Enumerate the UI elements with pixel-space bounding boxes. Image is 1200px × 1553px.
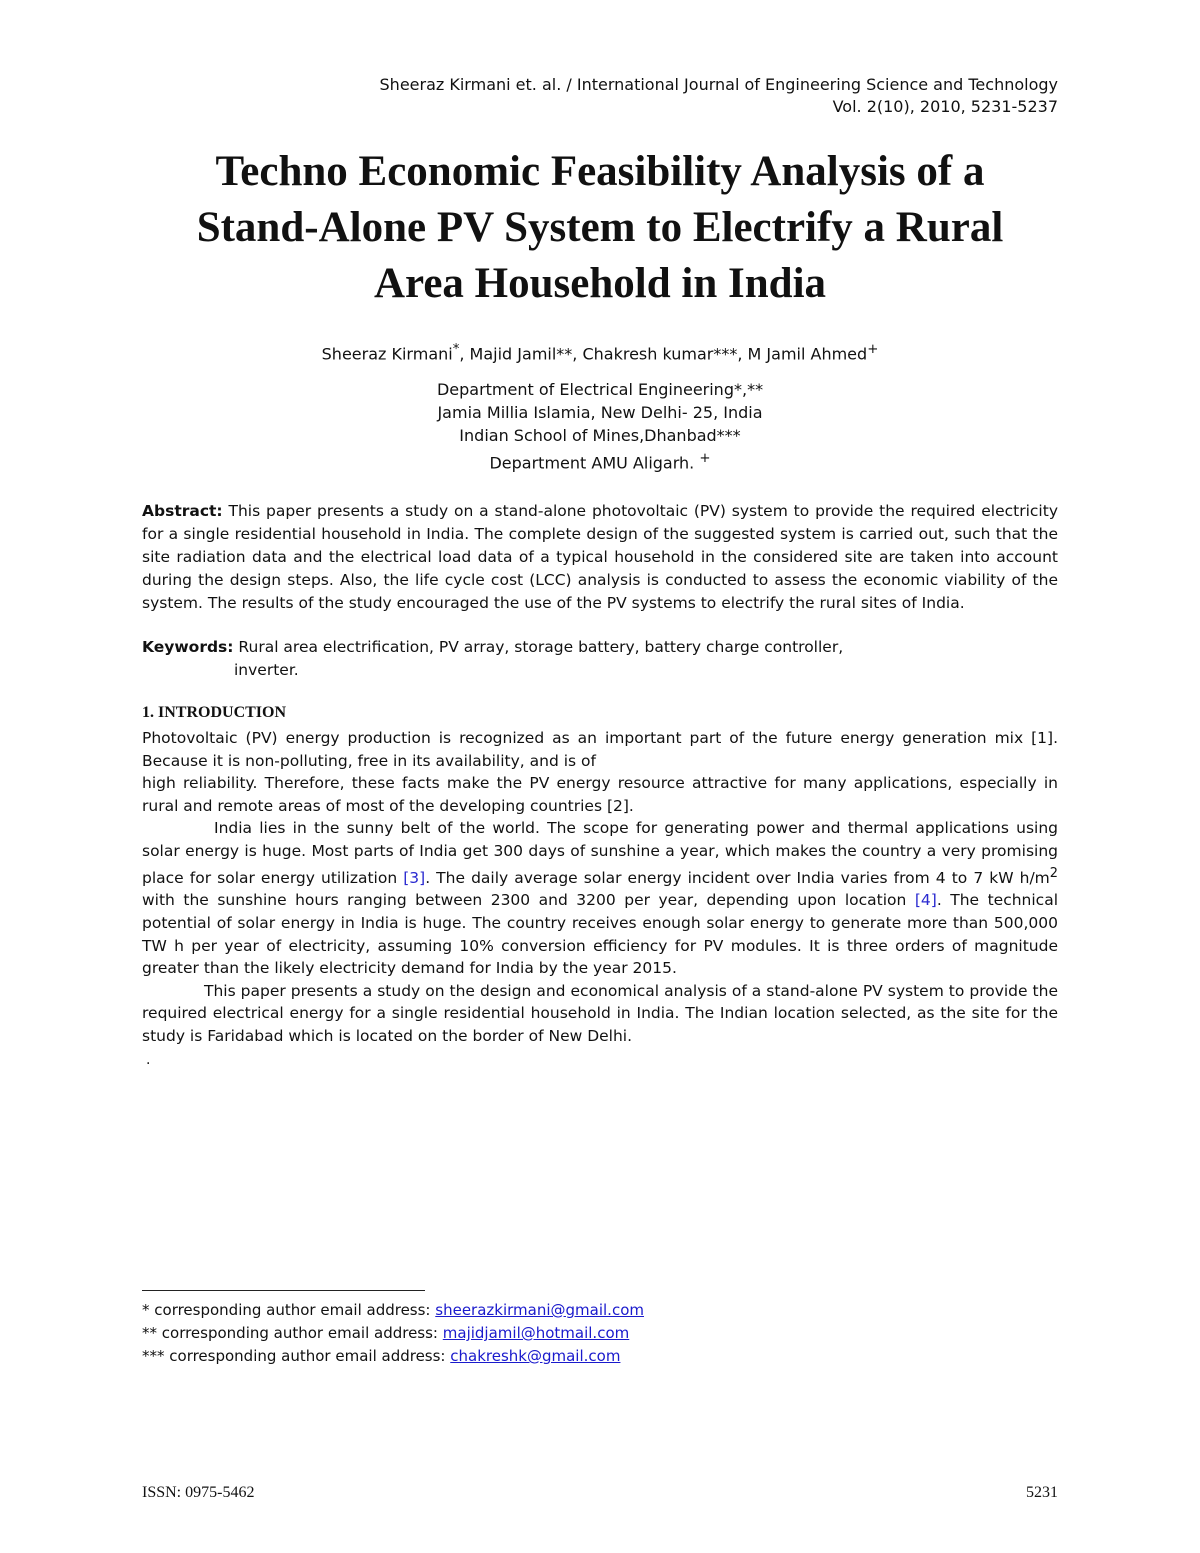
footnote-divider <box>142 1290 425 1291</box>
footnote-2: ** corresponding author email address: majidjamil@hotmail.com <box>142 1324 630 1342</box>
running-header <box>380 74 1058 118</box>
page-number: 5231 <box>1026 1484 1058 1501</box>
other-authors: , Majid Jamil**, Chakresh kumar***, M Jamil Ahmed <box>459 344 868 364</box>
volume-pages: Vol. 2(10), 2010, 5231-5237 <box>832 97 1058 116</box>
intro-paragraph-1b: high reliability. Therefore, these facts make the PV energy resource attractive for many applications, especially in rural and remote areas of most of the developing countries [2]. <box>142 774 1058 815</box>
keywords-label: Keywords: <box>142 638 234 656</box>
footnotes <box>142 1299 644 1368</box>
title-line-1: Techno Economic Feasibility Analysis of a <box>215 148 985 195</box>
paper-title <box>110 144 1090 312</box>
keywords <box>142 636 1058 682</box>
affiliations <box>0 378 1200 473</box>
section-heading: 1. INTRODUCTION <box>142 704 287 721</box>
abstract <box>142 500 1058 615</box>
author-1-mark: * <box>452 342 460 357</box>
intro-paragraph-3: This paper presents a study on the design and economical analysis of a stand-alone PV system to provide the required electrical energy for a single residential household in India. The Indian location selected, as the site for the study is Faridabad which is located on the border of New Delhi. <box>142 981 1058 1045</box>
email-link-2[interactable]: majidjamil@hotmail.com <box>442 1324 630 1342</box>
journal-citation: Sheeraz Kirmani et. al. / International Journal of Engineering Science and Technology <box>379 75 1058 94</box>
footnote-1: * corresponding author email address: sheerazkirmani@gmail.com <box>142 1301 644 1319</box>
affiliation-3: Indian School of Mines,Dhanbad*** <box>459 426 741 445</box>
citation-link-4[interactable]: [4] <box>914 891 937 910</box>
author-1: Sheeraz Kirmani <box>321 344 453 364</box>
keywords-continuation: inverter. <box>234 661 299 679</box>
intro-paragraph-2: India lies in the sunny belt of the world. The scope for generating power and thermal applications using solar energy is huge. Most parts of India get 300 days of sunshine a year, which makes the country a very promising place for solar energy utilization [3]. The daily average solar energy incident over India varies from 4 to 7 kW $h/m^2$ with the sunshine hours ranging between 2300 and 3200 per year, depending upon location [4]. The technical potential of solar energy in India is huge. The country receives enough solar energy to generate more than 500,000 TW h per year of electricity, assuming 10% conversion efficiency for PV modules. It is three orders of magnitude greater than the likely electricity demand for India by the year 2015. <box>142 819 1058 978</box>
footnote-3: *** corresponding author email address: chakreshk@gmail.com <box>142 1347 621 1365</box>
author-list <box>0 342 1200 363</box>
citation-link-3[interactable]: [3] <box>403 868 426 887</box>
title-line-3: Area Household in India <box>373 260 827 307</box>
abstract-text: This paper presents a study on a stand-alone photovoltaic (PV) system to provide the required electricity for a single residential household in India. The complete design of the suggested system is carried out, such that the site radiation data and the electrical load data of a typical household in the considered site are taken into account during the design steps. Also, the life cycle cost (LCC) analysis is conducted to assess the economic viability of the system. The results of the study encouraged the use of the PV systems to electrify the rural sites of India. <box>142 502 1058 612</box>
introduction-body <box>142 727 1058 1047</box>
title-line-2: Stand-Alone PV System to Electrify a Rural <box>196 204 1004 251</box>
author-4-mark: + <box>867 342 879 357</box>
affiliation-2: Jamia Millia Islamia, New Delhi- 25, India <box>437 403 763 422</box>
affiliation-4-mark: + <box>699 451 711 466</box>
issn: ISSN: 0975-5462 <box>142 1484 255 1501</box>
email-link-1[interactable]: sheerazkirmani@gmail.com <box>435 1301 644 1319</box>
intro-paragraph-1a: Photovoltaic (PV) energy production is recognized as an important part of the future energy generation mix [1]. Because it is non-polluting, free in its availability, and is of <box>142 729 1058 770</box>
affiliation-1: Department of Electrical Engineering*,** <box>436 380 764 399</box>
keywords-text: Rural area electrification, PV array, storage battery, battery charge controller, <box>233 638 844 656</box>
email-link-3[interactable]: chakreshk@gmail.com <box>450 1347 621 1365</box>
affiliation-4: Department AMU Aligarh. + <box>489 451 711 473</box>
abstract-label: Abstract: <box>142 502 223 520</box>
stray-mark: . <box>146 1052 151 1068</box>
